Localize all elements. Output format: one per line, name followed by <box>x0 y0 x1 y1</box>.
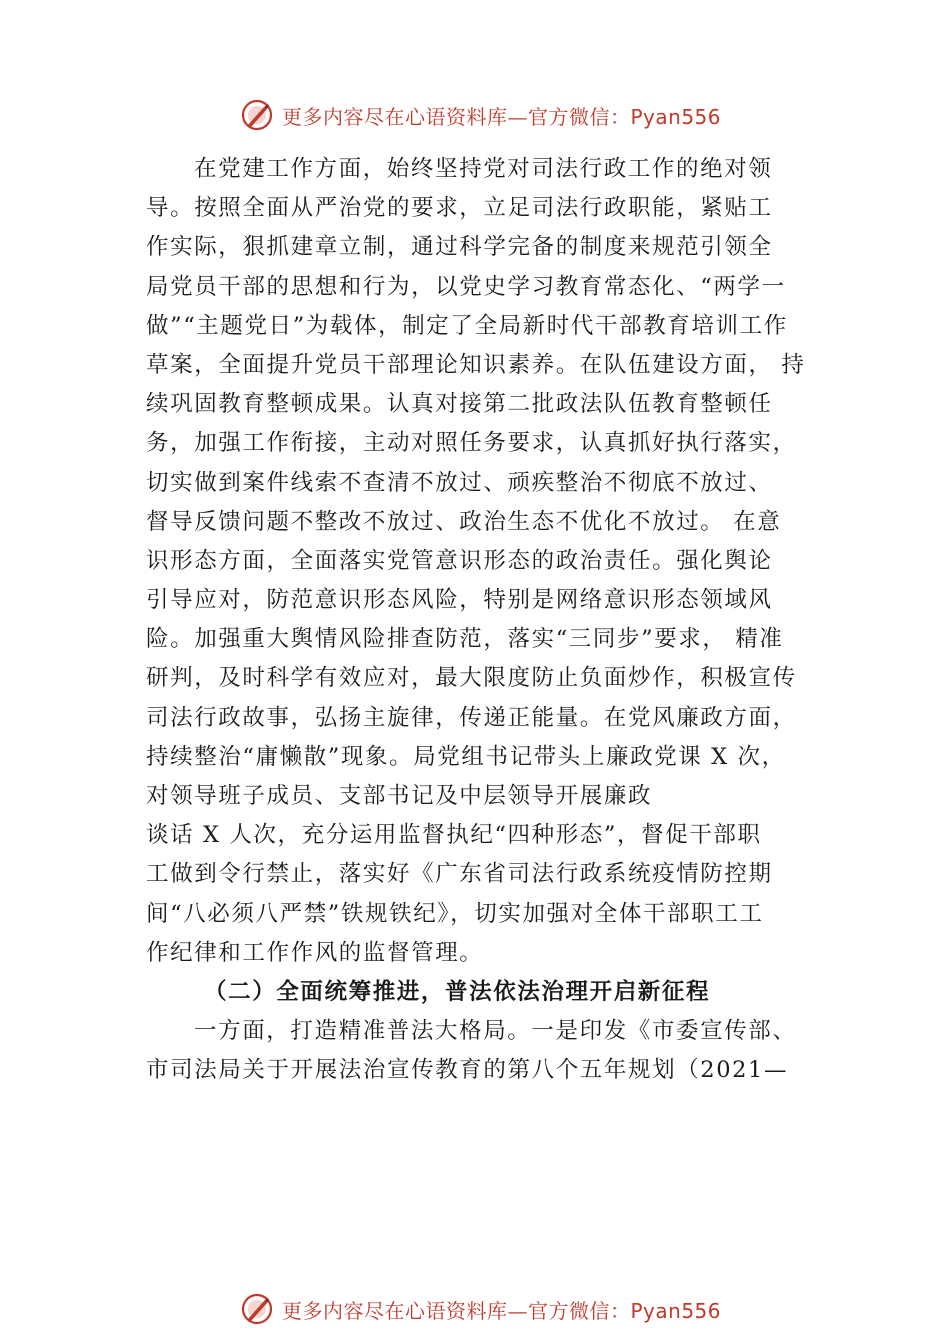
text-line: 研判，及时科学有效应对，最大限度防止负面炒作，积极宣传 <box>146 665 797 692</box>
text-line: 工做到令行禁止，落实好《广东省司法行政系统疫情防控期 <box>146 861 773 888</box>
text-line: 识形态方面，全面落实党管意识形态的政治责任。强化舆论 <box>146 547 773 574</box>
watermark-text: 更多内容尽在心语资料库—官方微信：Pyan556 <box>282 104 722 129</box>
pen-seal-icon <box>240 1292 274 1326</box>
pen-seal-icon <box>240 98 274 132</box>
text-line: 务，加强工作衔接，主动对照任务要求，认真抓好执行落实， <box>146 430 797 457</box>
text-line: 做”“主题党日”为载体，制定了全局新时代干部教育培训工作 <box>146 312 788 339</box>
text-line: 市司法局关于开展法治宣传教育的第八个五年规划（2021— <box>146 1057 789 1084</box>
text-line: 险。加强重大舆情风险排查防范，落实“三同步”要求， 精准 <box>146 626 784 653</box>
footer-watermark <box>240 1291 721 1327</box>
text-line: 草案，全面提升党员干部理论知识素养。在队伍建设方面， 持 <box>146 351 806 378</box>
text-line: 作纪律和工作作风的监督管理。 <box>146 939 484 966</box>
section-heading: （二）全面统筹推进，普法依法治理开启新征程 <box>204 978 711 1005</box>
text-line: 切实做到案件线索不查清不放过、顽疾整治不彻底不放过、 <box>146 469 773 496</box>
text-line: 导。按照全面从严治党的要求，立足司法行政职能，紧贴工 <box>146 195 773 222</box>
text-line: 局党员干部的思想和行为，以党史学习教育常态化、“两学一 <box>146 273 786 300</box>
text-line: 作实际，狠抓建章立制，通过科学完备的制度来规范引领全 <box>146 234 773 261</box>
watermark-text: 更多内容尽在心语资料库—官方微信：Pyan556 <box>282 1298 722 1323</box>
document-body <box>146 150 816 1091</box>
text-line: 对领导班子成员、支部书记及中层领导开展廉政 <box>146 783 653 809</box>
text-line: 在党建工作方面，始终坚持党对司法行政工作的绝对领 <box>194 156 773 182</box>
text-line: 续巩固教育整顿成果。认真对接第二批政法队伍教育整顿任 <box>146 391 773 418</box>
header-watermark <box>240 97 721 133</box>
text-line: 谈话 X 人次，充分运用监督执纪“四种形态”，督促干部职 <box>146 822 762 849</box>
text-line: 持续整治“庸懒散”现象。局党组书记带头上廉政党课 X 次， <box>146 743 786 770</box>
text-line: 司法行政故事，弘扬主旋律，传递正能量。在党风廉政方面， <box>146 704 797 731</box>
text-line: 间“八必须八严禁”铁规铁纪》，切实加强对全体干部职工工 <box>146 900 764 927</box>
text-line: 督导反馈问题不整改不放过、政治生态不优化不放过。 在意 <box>146 508 782 535</box>
text-line: 引导应对，防范意识形态风险，特别是网络意识形态领域风 <box>146 587 773 614</box>
text-line: 一方面，打造精准普法大格局。一是印发《市委宣传部、 <box>194 1018 797 1045</box>
